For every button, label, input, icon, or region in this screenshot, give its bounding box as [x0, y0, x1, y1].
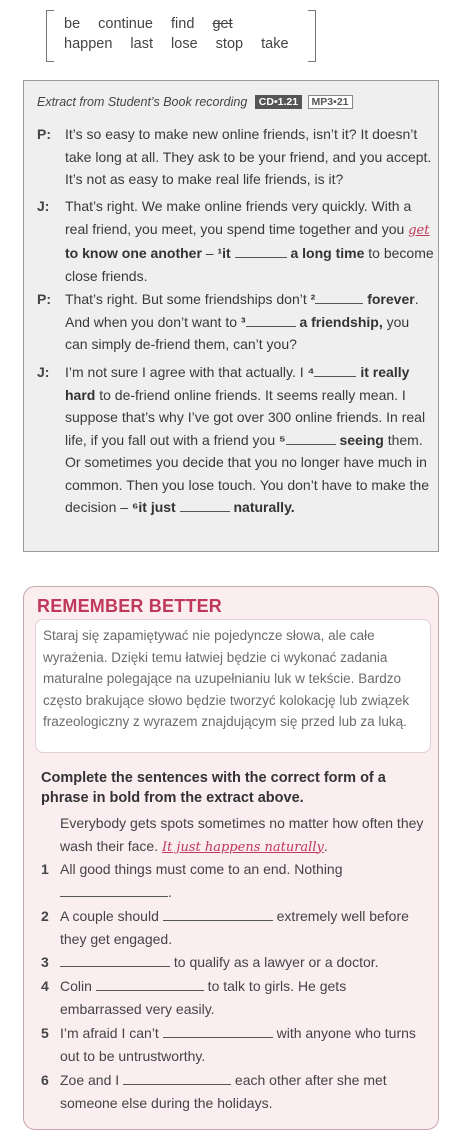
word: take — [261, 36, 289, 52]
text-span: . And when you don’t want to — [65, 291, 419, 330]
example-text — [60, 812, 431, 859]
exercise-item-5 — [41, 1022, 431, 1067]
text-span: Everybody gets spots sometimes no matter how often they wash their face. — [60, 815, 424, 854]
item-text — [60, 1022, 431, 1067]
exercise-item-6 — [41, 1069, 431, 1114]
gap-3[interactable] — [246, 313, 296, 327]
bold-phrase: a friendship, — [299, 313, 383, 330]
word-box-row-2 — [64, 36, 303, 52]
text-span: . — [168, 883, 172, 900]
task-instruction: Complete the sentences with the correct form of a phrase in bold from the extract above. — [41, 770, 386, 806]
extract-box — [23, 80, 439, 552]
gap-number: ⁵ — [279, 431, 286, 448]
word: be — [64, 16, 81, 32]
text-span: them. Or sometimes you decide that you no longer have much in common. Then you lose touch. You don’t have to make the decision – — [65, 431, 429, 515]
gap-number: ² — [310, 291, 316, 307]
handwritten-answer: It just happens naturally — [161, 839, 324, 855]
word: lose — [171, 36, 198, 52]
speaker-label: J: — [37, 198, 50, 214]
bold-phrase: naturally. — [229, 499, 295, 515]
text-span: I’m afraid I can’t — [60, 1025, 163, 1041]
gap-item-6[interactable] — [123, 1071, 231, 1085]
bold-phrase: seeing — [335, 431, 384, 448]
gap-2[interactable] — [315, 290, 363, 304]
extract-heading — [37, 95, 353, 109]
turn-text: It’s so easy to make new online friends, isn’t it? It doesn’t take long at all. They ask to be your friend, and you accept. It’s not as easy to make real life friends, is it? — [65, 126, 432, 187]
mp3-badge: MP3•21 — [308, 95, 353, 109]
gap-item-5[interactable] — [163, 1024, 273, 1038]
extract-heading-text: Extract from Student’s Book recording — [37, 95, 248, 109]
bold-phrase: a long time — [286, 245, 365, 261]
bracket-right — [308, 10, 316, 62]
word-crossed-out: get — [212, 16, 233, 32]
turn-text — [65, 288, 435, 356]
item-number: 5 — [41, 1025, 49, 1041]
gap-number: ³ — [240, 313, 246, 330]
handwritten-answer: get — [408, 222, 430, 238]
item-number: 4 — [41, 978, 49, 994]
word: stop — [215, 36, 244, 52]
gap-4[interactable] — [314, 363, 356, 377]
bold-phrase: it really hard — [65, 364, 410, 403]
text-span: That’s right. We make online friends very quickly. With a real friend, you meet, you spend time together and you — [65, 198, 412, 237]
remember-better-box — [23, 586, 439, 1130]
gap-number: ⁴ — [307, 364, 315, 380]
word: last — [130, 36, 153, 52]
turn-text — [65, 195, 435, 287]
item-text — [60, 905, 431, 950]
item-text — [60, 1069, 431, 1114]
dialogue-turn-j1 — [37, 195, 435, 287]
dialogue-turn-p2 — [37, 288, 435, 356]
text-span: you can simply de-friend them, can’t you? — [65, 313, 410, 352]
item-text — [60, 951, 431, 974]
bracket-left — [46, 10, 54, 62]
exercise-item-3 — [41, 951, 431, 974]
word: find — [171, 16, 195, 32]
exercise-item-1 — [41, 858, 431, 903]
text-span: with anyone who turns out to be untrustworthy. — [60, 1025, 416, 1064]
text-span: All good things must come to an end. Nothing — [60, 861, 343, 877]
word: happen — [64, 36, 113, 52]
text-span: each other after she met someone else during the holidays. — [60, 1072, 387, 1111]
text-span: to talk to girls. He gets embarrassed very easily. — [60, 978, 347, 1017]
gap-item-3[interactable] — [60, 953, 170, 967]
speaker-label: J: — [37, 364, 50, 380]
text-span: Colin — [60, 978, 96, 994]
item-number: 1 — [41, 861, 49, 877]
exercise-item-2 — [41, 905, 431, 950]
item-text — [60, 975, 431, 1020]
item-number: 3 — [41, 954, 49, 970]
item-number: 6 — [41, 1072, 49, 1088]
bold-phrase: forever — [367, 291, 415, 307]
text-span: Zoe and I — [60, 1072, 124, 1088]
gap-item-2[interactable] — [163, 907, 273, 921]
gap-5[interactable] — [286, 431, 336, 445]
remember-better-title: REMEMBER BETTER — [37, 596, 223, 616]
word-box — [46, 10, 316, 62]
gap-6[interactable] — [180, 498, 230, 512]
text-span: to de-friend online friends. It seems really mean. I suppose that’s why I’ve got over 300 online friends. In real life, if you fall out with a friend you — [65, 386, 426, 448]
remember-better-note: Staraj się zapamiętywać nie pojedyncze słowa, ale całe wyrażenia. Dzięki temu łatwiej będzie ci wykonać zadania maturalne polegające na uzupełnianiu luk w tekście. Bardzo często brakujące słowo będzie tworzyć kolokację lub związek frazeologiczny z wyrazem znajdującym się przed lub za luką. — [35, 619, 431, 753]
exercise-item-4 — [41, 975, 431, 1020]
item-number: 2 — [41, 908, 49, 924]
gap-item-4[interactable] — [96, 977, 204, 991]
item-text — [60, 858, 431, 903]
bold-phrase: ¹it — [217, 245, 231, 261]
text-span: to become close friends. — [65, 245, 434, 284]
bold-phrase: to know one another — [65, 245, 202, 261]
text-span: I’m not sure I agree with that actually. I — [65, 364, 308, 380]
bold-phrase: ⁶it just — [131, 499, 176, 515]
example-sentence — [41, 812, 431, 859]
text-span: to qualify as a lawyer or a doctor. — [170, 954, 379, 970]
dialogue-turn-p1 — [37, 123, 435, 191]
text-span: . — [323, 837, 328, 854]
turn-text — [65, 361, 435, 519]
word-box-row-1 — [64, 16, 247, 32]
gap-1[interactable] — [235, 244, 287, 258]
word: continue — [98, 16, 153, 32]
text-span: – — [201, 245, 218, 261]
dialogue-turn-j2 — [37, 361, 435, 519]
text-span: That’s right. But some friendships don’t — [65, 291, 311, 307]
text-span: A couple should — [60, 908, 163, 924]
text-span: extremely well before they get engaged. — [60, 908, 409, 947]
speaker-label: P: — [37, 126, 51, 142]
cd-badge: CD•1.21 — [255, 95, 302, 109]
speaker-label: P: — [37, 291, 51, 307]
gap-item-1[interactable] — [60, 883, 168, 897]
